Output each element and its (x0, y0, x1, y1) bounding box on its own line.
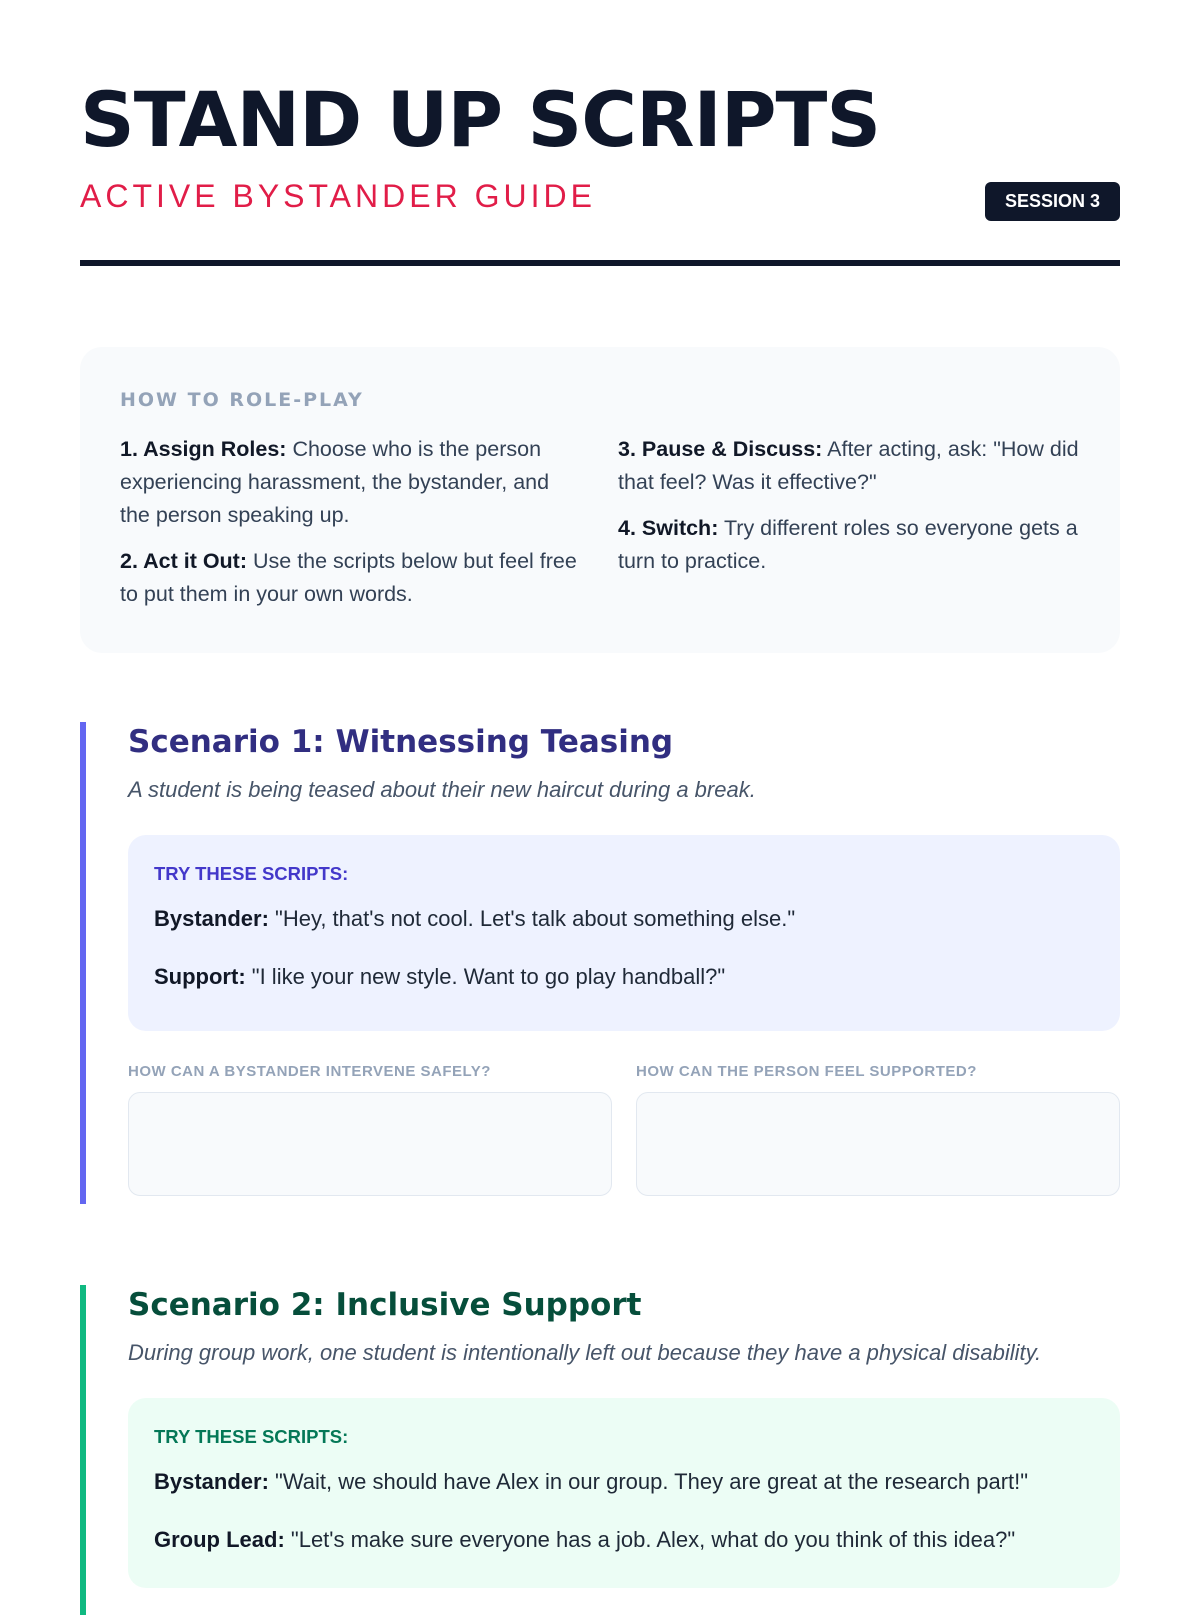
step-assign-roles (120, 433, 582, 532)
how-to-role-play-card (80, 347, 1120, 653)
scripts-box (128, 1398, 1120, 1588)
reflection-questions (128, 1063, 1120, 1196)
script-line-group-lead (154, 1524, 1094, 1556)
step-text: Choose who is the person experiencing harassment, the bystander, and the person speaking up. (120, 437, 550, 527)
step-switch (618, 512, 1080, 578)
script-text: "I like your new style. Want to go play handball?" (245, 964, 726, 989)
step-text: Use the scripts below but feel free to put them in your own words. (120, 549, 577, 606)
page-header (80, 75, 1120, 214)
scripts-label: TRY THESE SCRIPTS: (154, 1426, 349, 1447)
scenario-title: Scenario 1: Witnessing Teasing (128, 724, 674, 760)
speaker-label: Bystander: (154, 1469, 269, 1494)
speaker-label: Group Lead: (154, 1527, 285, 1552)
script-line-bystander (154, 903, 1094, 935)
step-pause-discuss (618, 433, 1080, 499)
step-label: 3. Pause & Discuss: (618, 437, 823, 461)
page-subtitle: ACTIVE BYSTANDER GUIDE (80, 178, 596, 214)
answer-box-supported[interactable] (636, 1092, 1120, 1196)
script-line-bystander (154, 1466, 1094, 1498)
how-to-column-left (120, 433, 582, 624)
step-act-it-out (120, 545, 582, 611)
question-label: HOW CAN A BYSTANDER INTERVENE SAFELY? (128, 1063, 491, 1080)
step-label: 1. Assign Roles: (120, 437, 287, 461)
script-line-support (154, 961, 1094, 993)
speaker-label: Support: (154, 964, 246, 989)
question-supported (636, 1063, 1120, 1196)
script-text: "Let's make sure everyone has a job. Alex, what do you think of this idea?" (284, 1527, 1016, 1552)
question-label: HOW CAN THE PERSON FEEL SUPPORTED? (636, 1063, 977, 1080)
page-title: STAND UP SCRIPTS (80, 75, 881, 164)
scenario-2-section (80, 1285, 1120, 1615)
scenario-1-section (80, 722, 1120, 1204)
how-to-heading: HOW TO ROLE-PLAY (120, 389, 364, 411)
speaker-label: Bystander: (154, 906, 269, 931)
step-label: 4. Switch: (618, 516, 719, 540)
question-intervene (128, 1063, 612, 1196)
answer-box-intervene[interactable] (128, 1092, 612, 1196)
scripts-label: TRY THESE SCRIPTS: (154, 863, 349, 884)
script-text: "Wait, we should have Alex in our group. They are great at the research part!" (268, 1469, 1029, 1494)
header-divider (80, 260, 1120, 266)
session-badge: SESSION 3 (985, 182, 1120, 221)
scripts-box (128, 835, 1120, 1031)
scenario-title: Scenario 2: Inclusive Support (128, 1287, 642, 1323)
scenario-description: During group work, one student is intentionally left out because they have a physical disability. (128, 1340, 1042, 1365)
scenario-description: A student is being teased about their new haircut during a break. (128, 777, 756, 802)
step-label: 2. Act it Out: (120, 549, 248, 573)
how-to-column-right (618, 433, 1080, 624)
step-text: After acting, ask: "How did that feel? Was it effective?" (618, 437, 1079, 494)
step-text: Try different roles so everyone gets a turn to practice. (618, 516, 1078, 573)
script-text: "Hey, that's not cool. Let's talk about something else." (268, 906, 796, 931)
